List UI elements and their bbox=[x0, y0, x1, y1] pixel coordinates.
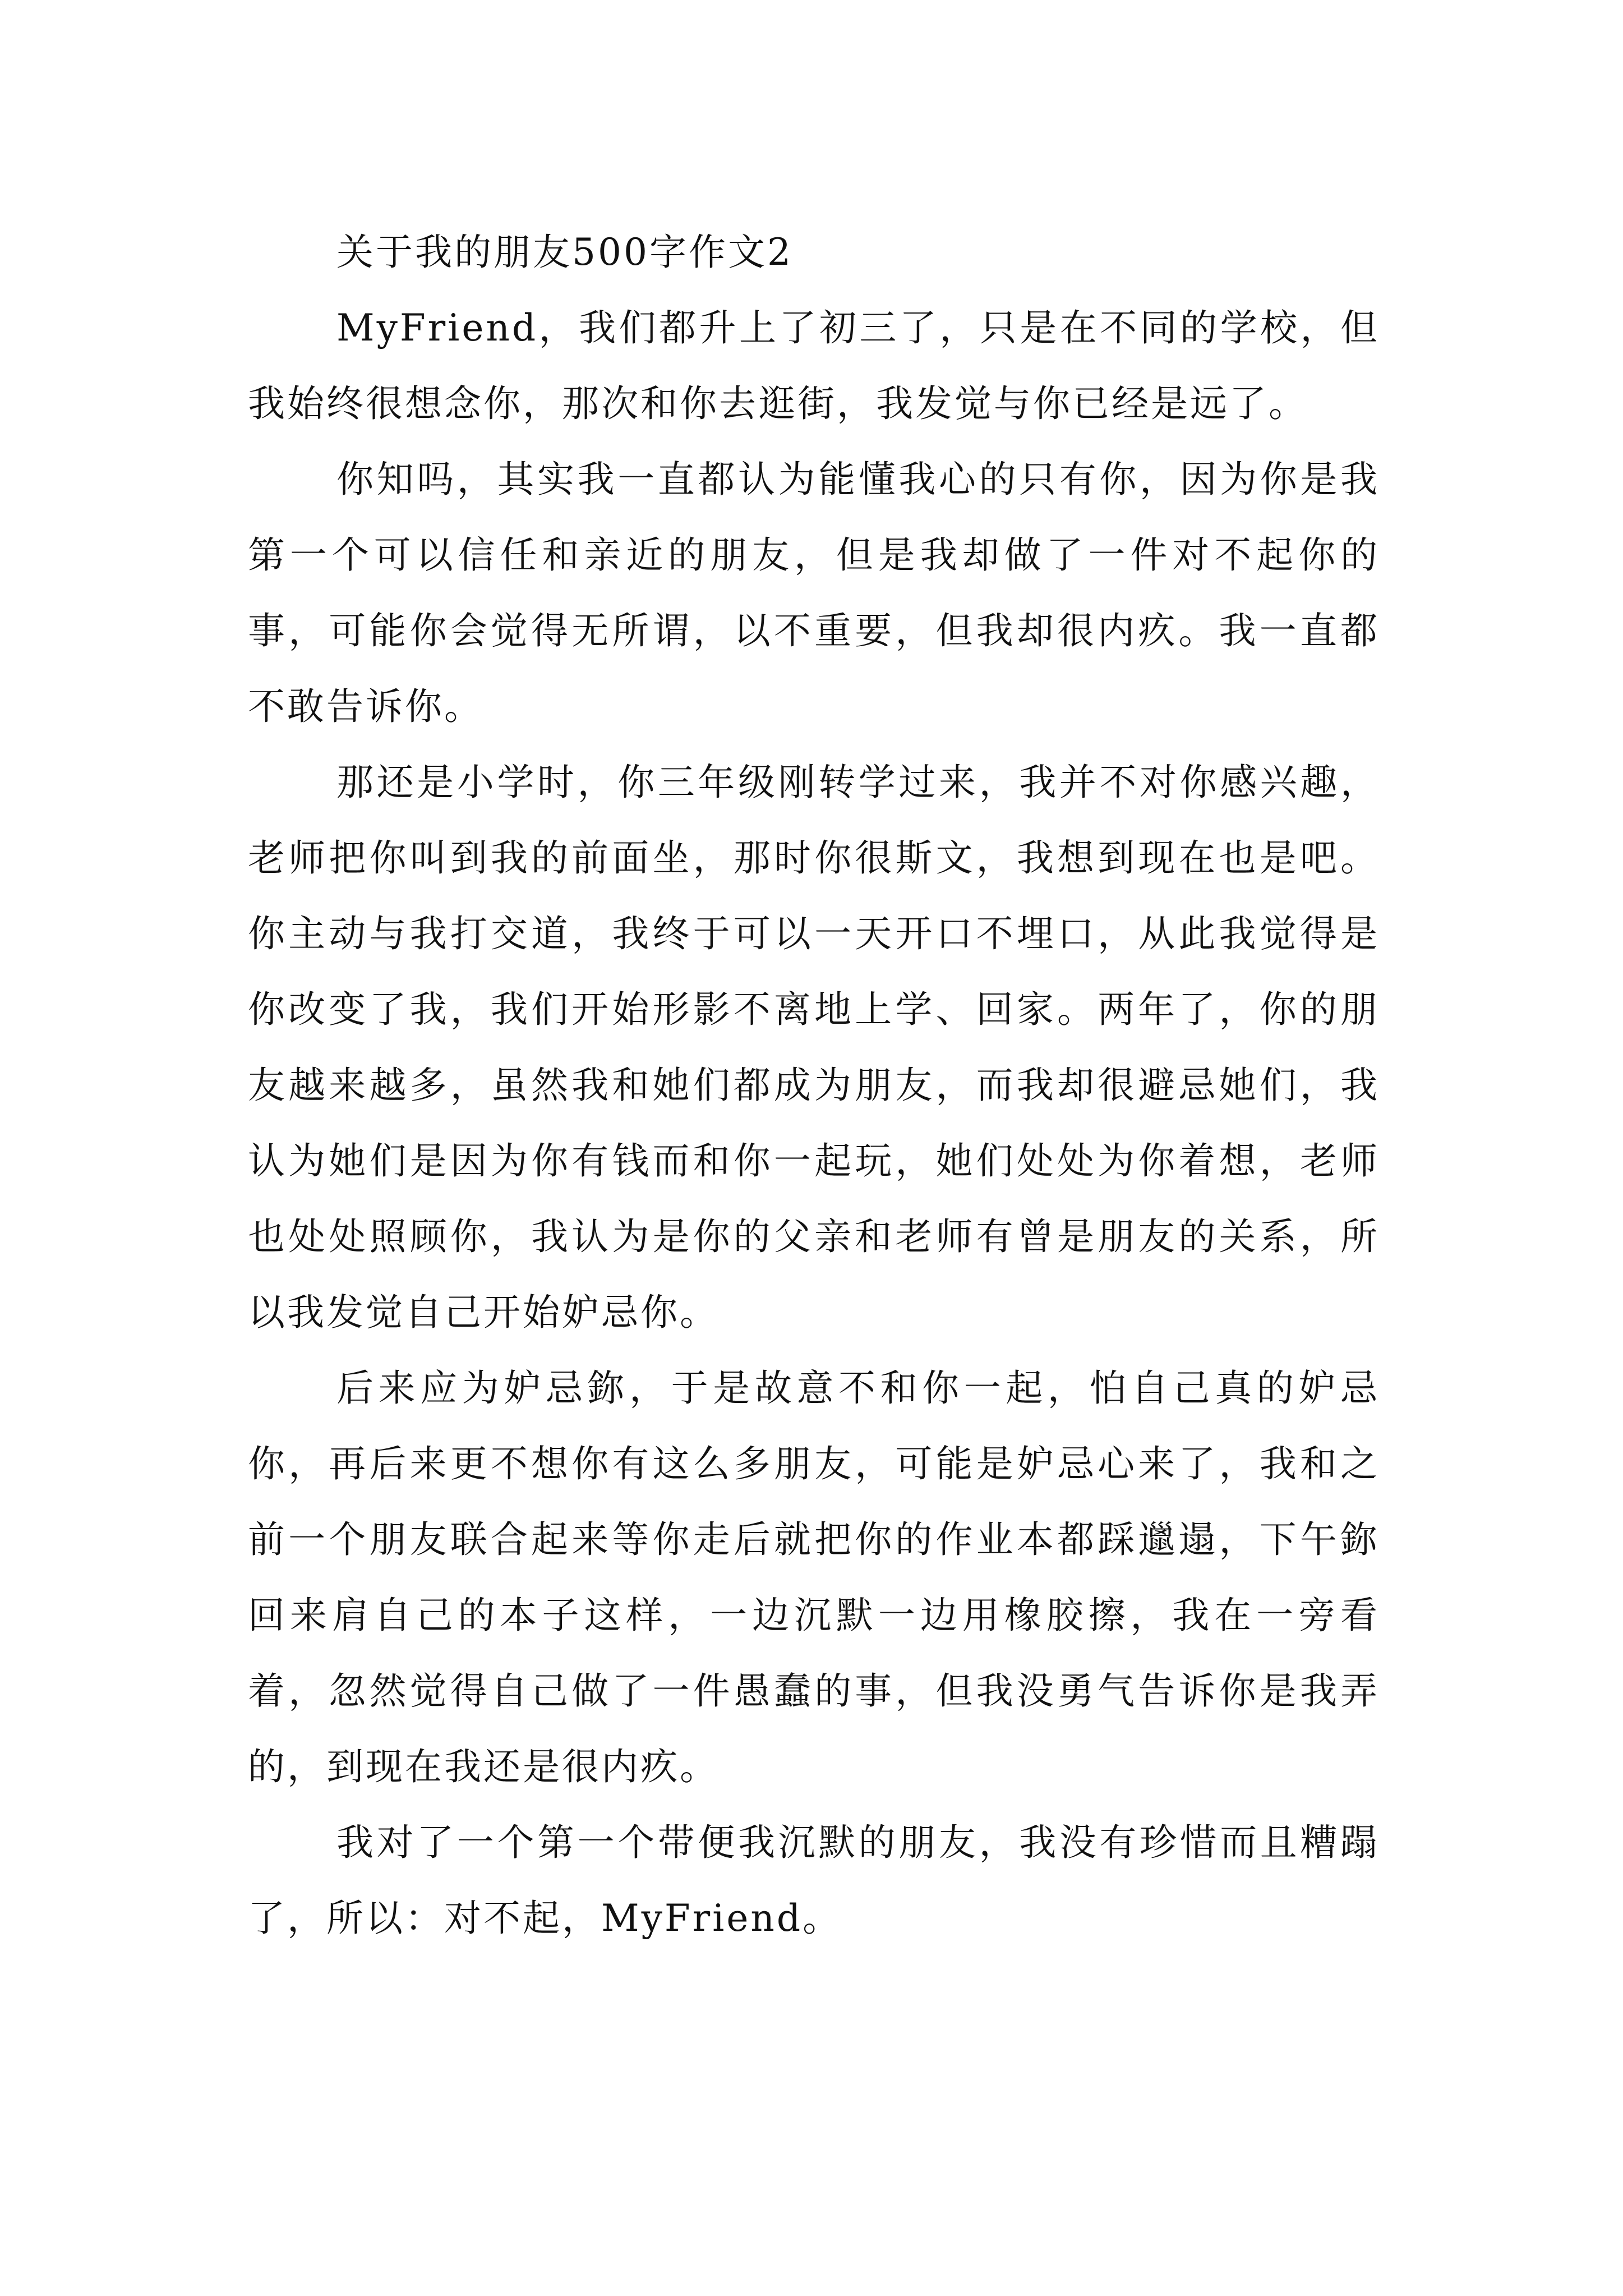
paragraph-1: MyFriend，我们都升上了初三了，只是在不同的学校，但我始终很想念你，那次和你去逛街，我发觉与你已经是远了。 bbox=[248, 306, 1380, 425]
paragraph-3: 那还是小学时，你三年级刚转学过来，我并不对你感兴趣，老师把你叫到我的前面坐，那时你很斯文，我想到现在也是吧。你主动与我打交道，我终于可以一天开口不埋口，从此我觉得是你改变了我，我们开始形影不离地上学、回家。两年了，你的朋友越来越多，虽然我和她们都成为朋友，而我却很避忌她们，我认为她们是因为你有钱而和你一起玩，她们处处为你着想，老师也处处照顾你，我认为是你的父亲和老师有曾是朋友的关系，所以我发觉自己开始妒忌你。 bbox=[248, 761, 1380, 1334]
document-title: 关于我的朋友500字作文2 bbox=[336, 231, 793, 274]
paragraph-5: 我对了一个第一个带便我沉默的朋友，我没有珍惜而且糟蹋了，所以：对不起，MyFriend。 bbox=[248, 1821, 1380, 1940]
paragraph-4: 后来应为妒忌鉨，于是故意不和你一起，怕自己真的妒忌你，再后来更不想你有这么多朋友，可能是妒忌心来了，我和之前一个朋友联合起来等你走后就把你的作业本都踩邋遢，下午鉨回来肩自己的本子这样，一边沉默一边用橡胶擦，我在一旁看着，忽然觉得自己做了一件愚蠢的事，但我没勇气告诉你是我弄的，到现在我还是很内疚。 bbox=[248, 1366, 1380, 1788]
document-body bbox=[248, 214, 1380, 1956]
paragraph-2: 你知吗，其实我一直都认为能懂我心的只有你，因为你是我第一个可以信任和亲近的朋友，但是我却做了一件对不起你的事，可能你会觉得无所谓，以不重要，但我却很内疚。我一直都不敢告诉你。 bbox=[248, 458, 1380, 728]
